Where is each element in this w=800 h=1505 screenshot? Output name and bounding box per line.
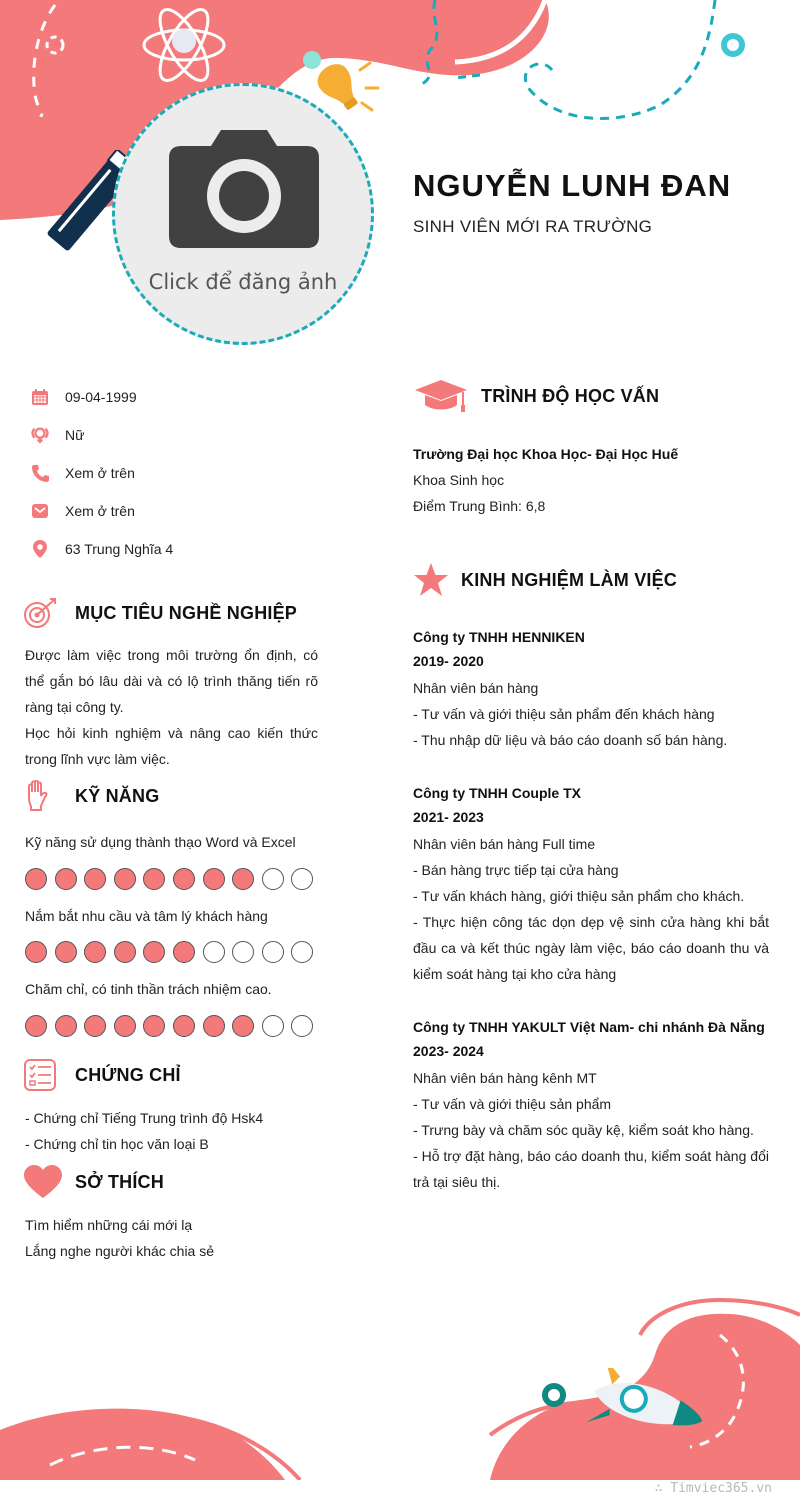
objective-text — [25, 642, 318, 772]
objective-heading — [23, 597, 297, 629]
job-duty: - Trưng bày và chăm sóc quầy kệ, kiểm soát kho hàng. — [413, 1122, 754, 1138]
photo-upload-label: Click để đăng ảnh — [148, 270, 338, 294]
job-position: Nhân viên bán hàng Full time — [413, 836, 596, 852]
skill-label: Kỹ năng sử dụng thành thạo Word và Excel — [25, 834, 296, 850]
contact-gender — [30, 425, 84, 445]
job-duty: - Bán hàng trực tiếp tại cửa hàng — [413, 862, 619, 878]
rating-dot-empty — [291, 1015, 313, 1037]
rating-dot-empty — [232, 941, 254, 963]
rating-dot-filled — [232, 1015, 254, 1037]
rating-dot-filled — [84, 1015, 106, 1037]
education-heading — [413, 378, 659, 414]
skill-rating — [25, 868, 321, 890]
atom-icon — [140, 5, 228, 85]
job-years: 2019- 2020 — [413, 653, 484, 669]
skill-rating — [25, 941, 321, 963]
job-years: 2021- 2023 — [413, 809, 484, 825]
rating-dot-filled — [114, 941, 136, 963]
certificates-heading — [23, 1059, 181, 1091]
location-pin-icon — [30, 539, 50, 559]
job-company: Công ty TNHH HENNIKEN — [413, 629, 585, 645]
hobby-item: Tìm hiểm những cái mới lạ — [25, 1217, 193, 1233]
hobbies-heading — [23, 1165, 164, 1199]
gender-value: Nữ — [65, 427, 85, 443]
photo-upload[interactable] — [112, 83, 374, 345]
job-entry — [413, 1014, 769, 1195]
hobbies-title: SỞ THÍCH — [75, 1171, 164, 1192]
camera-icon — [167, 128, 319, 248]
rating-dot-filled — [203, 868, 225, 890]
birthday-value: 09-04-1999 — [65, 389, 137, 405]
certificates-title: CHỨNG CHỈ — [75, 1064, 181, 1085]
graduation-cap-icon — [413, 378, 469, 414]
rating-dot-filled — [55, 868, 77, 890]
email-value: Xem ở trên — [65, 503, 135, 519]
rating-dot-filled — [84, 868, 106, 890]
star-icon — [413, 562, 449, 598]
rating-dot-empty — [262, 1015, 284, 1037]
rating-dot-filled — [25, 1015, 47, 1037]
objective-line: Được làm việc trong môi trường ổn định, có thể gắn bó lâu dài và có lộ trình thăng tiến rõ ràng tại công ty. — [25, 647, 318, 715]
skills-title: KỸ NĂNG — [75, 785, 160, 806]
rating-dot-filled — [143, 1015, 165, 1037]
rating-dot-filled — [55, 1015, 77, 1037]
certificate-item: - Chứng chỉ Tiếng Trung trình độ Hsk4 — [25, 1110, 264, 1126]
experience-heading — [413, 562, 677, 598]
rating-dot-filled — [25, 868, 47, 890]
education-block — [413, 441, 769, 519]
job-duty: - Tư vấn và giới thiệu sản phẩm đến khách hàng — [413, 706, 715, 722]
rating-dot-filled — [55, 941, 77, 963]
rocket-icon — [580, 1368, 710, 1458]
job-company: Công ty TNHH Couple TX — [413, 785, 581, 801]
rating-dot-filled — [25, 941, 47, 963]
job-duty: - Tư vấn khách hàng, giới thiệu sản phẩm cho khách. — [413, 888, 745, 904]
checklist-icon — [23, 1059, 57, 1091]
job-entry — [413, 780, 769, 987]
rating-dot-empty — [291, 868, 313, 890]
job-entry — [413, 624, 769, 753]
rating-dot-filled — [143, 941, 165, 963]
skill-label: Nắm bắt nhu cầu và tâm lý khách hàng — [25, 908, 268, 924]
rating-dot-empty — [203, 941, 225, 963]
address-value: 63 Trung Nghĩa 4 — [65, 541, 174, 557]
skill-label: Chăm chỉ, có tinh thần trách nhiệm cao. — [25, 981, 272, 997]
contact-address — [30, 539, 173, 559]
skills-heading — [23, 780, 159, 812]
rating-dot-filled — [114, 1015, 136, 1037]
education-title: TRÌNH ĐỘ HỌC VẤN — [481, 385, 660, 406]
job-position: Nhân viên bán hàng kênh MT — [413, 1070, 597, 1086]
phone-value: Xem ở trên — [65, 465, 135, 481]
rating-dot-empty — [262, 868, 284, 890]
school-name: Trường Đại học Khoa Học- Đại Học Huế — [413, 446, 679, 462]
rating-dot-filled — [232, 868, 254, 890]
objective-line: Học hỏi kinh nghiệm và nâng cao kiến thức trong lĩnh vực làm việc. — [25, 725, 318, 767]
rating-dot-filled — [173, 868, 195, 890]
rating-dot-filled — [173, 1015, 195, 1037]
rating-dot-filled — [143, 868, 165, 890]
job-position: Nhân viên bán hàng — [413, 680, 539, 696]
skill-rating — [25, 1015, 321, 1037]
mail-icon — [30, 501, 50, 521]
rating-dot-filled — [173, 941, 195, 963]
watermark: ∴ Timviec365.vn — [654, 1481, 772, 1496]
contact-birthday — [30, 387, 137, 407]
certificate-item: - Chứng chỉ tin học văn loại B — [25, 1136, 209, 1152]
hand-icon — [23, 780, 51, 812]
job-duty: - Tư vấn và giới thiệu sản phẩm — [413, 1096, 612, 1112]
rating-dot-filled — [203, 1015, 225, 1037]
contact-email — [30, 501, 135, 521]
target-icon — [23, 597, 59, 629]
hobby-item: Lắng nghe người khác chia sẻ — [25, 1243, 215, 1259]
gpa: Điểm Trung Bình: 6,8 — [413, 498, 546, 514]
rating-dot-empty — [291, 941, 313, 963]
job-duty: - Thu nhập dữ liệu và báo cáo doanh số bán hàng. — [413, 732, 728, 748]
job-years: 2023- 2024 — [413, 1043, 484, 1059]
objective-title: MỤC TIÊU NGHỀ NGHIỆP — [75, 602, 298, 623]
job-company: Công ty TNHH YAKULT Việt Nam- chi nhánh Đà Nẵng — [413, 1019, 765, 1035]
rating-dot-filled — [84, 941, 106, 963]
rating-dot-empty — [262, 941, 284, 963]
candidate-role: SINH VIÊN MỚI RA TRƯỜNG — [413, 217, 653, 236]
candidate-name: NGUYỄN LUNH ĐAN — [413, 168, 732, 203]
heart-icon — [23, 1165, 63, 1199]
rating-dot-filled — [114, 868, 136, 890]
experience-title: KINH NGHIỆM LÀM VIỆC — [461, 569, 678, 590]
calendar-icon — [30, 387, 50, 407]
gender-icon — [30, 425, 50, 445]
faculty: Khoa Sinh học — [413, 472, 505, 488]
contact-phone — [30, 463, 135, 483]
job-duty: - Hỗ trợ đặt hàng, báo cáo doanh thu, kiểm soát hàng đổi trả tại siêu thị. — [413, 1148, 769, 1190]
job-duty: - Thực hiện công tác dọn dẹp vệ sinh cửa hàng khi bắt đầu ca và kết thúc ngày làm việc, báo cáo doanh thu và kiểm soát hàng tại kho cửa hàng — [413, 914, 769, 982]
phone-icon — [30, 463, 50, 483]
